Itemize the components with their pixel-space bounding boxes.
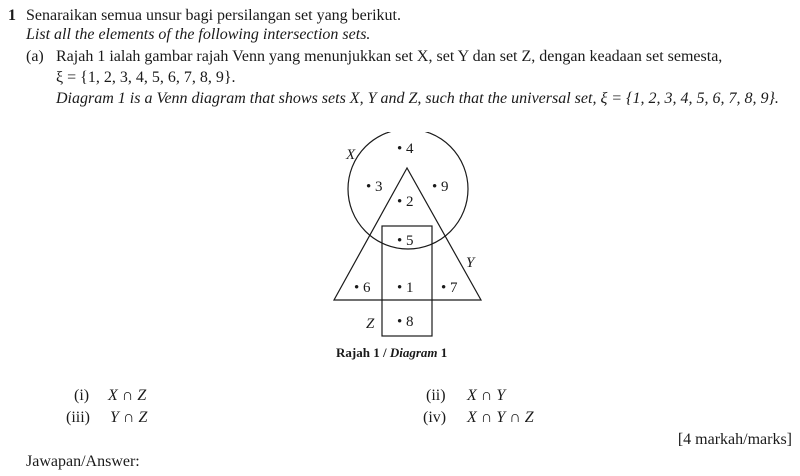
caption-number: 1 <box>437 345 448 360</box>
part-text-ms-line2: ξ = {1, 2, 3, 4, 5, 6, 7, 8, 9}. <box>56 69 236 86</box>
subq-i-label: (i) <box>74 387 90 404</box>
subq-i-expr: X ∩ Z <box>108 387 147 404</box>
subq-iv-label: (iv) <box>423 409 447 426</box>
element-2: • 2 <box>397 194 414 210</box>
part-text-ms-line1: Rajah 1 ialah gambar rajah Venn yang menunjukkan set X, set Y dan set Z, dengan keadaan set semesta, <box>56 48 723 65</box>
element-9: • 9 <box>432 179 449 195</box>
part-text-en: Diagram 1 is a Venn diagram that shows sets X, Y and Z, such that the universal set, ξ = {1, 2, 3, 4, 5, 6, 7, 8, 9}. <box>56 90 779 107</box>
subq-ii-expr: X ∩ Y <box>467 387 506 404</box>
subq-iii-label: (iii) <box>66 409 90 426</box>
element-6: • 6 <box>354 280 371 296</box>
marks-label: [4 markah/marks] <box>677 431 792 448</box>
subq-iii-expr: Y ∩ Z <box>110 409 148 426</box>
set-y-label: Y <box>466 255 475 271</box>
subq-iv-expr: X ∩ Y ∩ Z <box>467 409 534 426</box>
answer-label: Jawapan/Answer: <box>26 453 140 470</box>
element-1: • 1 <box>397 280 414 296</box>
diagram-caption <box>336 345 447 361</box>
element-5: • 5 <box>397 233 414 249</box>
subq-ii-label: (ii) <box>426 387 446 404</box>
element-7: • 7 <box>441 280 458 296</box>
venn-diagram <box>320 132 490 337</box>
part-label: (a) <box>26 48 44 65</box>
set-z-label: Z <box>366 316 375 332</box>
element-3: • 3 <box>366 179 383 195</box>
question-title-en: List all the elements of the following intersection sets. <box>26 26 371 43</box>
element-4: • 4 <box>397 141 414 157</box>
set-x-label: X <box>346 147 356 163</box>
question-title-ms: Senaraikan semua unsur bagi persilangan set yang berikut. <box>26 7 401 24</box>
question-number: 1 <box>8 7 16 24</box>
caption-en: Diagram <box>389 345 438 360</box>
element-8: • 8 <box>397 314 414 330</box>
caption-ms: Rajah 1 / <box>336 345 390 360</box>
